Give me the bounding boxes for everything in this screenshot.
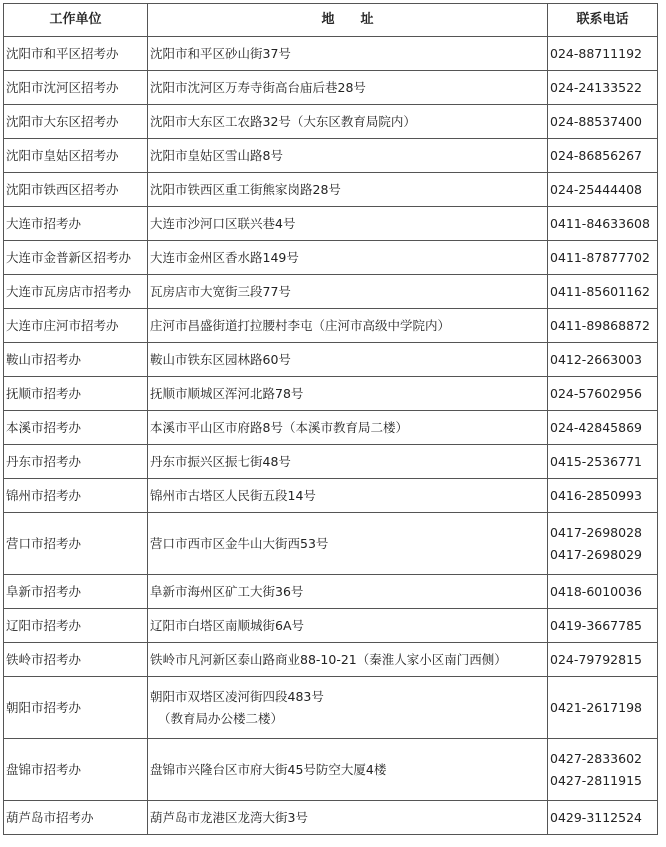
phone-line: 0427-2811915 bbox=[550, 772, 642, 788]
table-row bbox=[4, 139, 658, 173]
unit-cell: 鞍山市招考办 bbox=[4, 343, 148, 377]
table-row bbox=[4, 677, 658, 739]
unit-cell: 大连市庄河市招考办 bbox=[4, 309, 148, 343]
table-row bbox=[4, 173, 658, 207]
phone-cell bbox=[548, 513, 658, 575]
address-cell: 沈阳市铁西区重工街熊家岗路28号 bbox=[148, 173, 548, 207]
unit-cell: 葫芦岛市招考办 bbox=[4, 801, 148, 835]
unit-cell: 营口市招考办 bbox=[4, 513, 148, 575]
unit-cell: 盘锦市招考办 bbox=[4, 739, 148, 801]
unit-cell: 大连市招考办 bbox=[4, 207, 148, 241]
phone-line: 0417-2698028 bbox=[550, 524, 642, 540]
phone-cell: 0416-2850993 bbox=[548, 479, 658, 513]
table-row bbox=[4, 411, 658, 445]
unit-cell: 锦州市招考办 bbox=[4, 479, 148, 513]
unit-cell: 大连市金普新区招考办 bbox=[4, 241, 148, 275]
address-cell: 大连市沙河口区联兴巷4号 bbox=[148, 207, 548, 241]
unit-cell: 沈阳市沈河区招考办 bbox=[4, 71, 148, 105]
phone-cell bbox=[548, 739, 658, 801]
table-row bbox=[4, 241, 658, 275]
address-cell: 沈阳市皇姑区雪山路8号 bbox=[148, 139, 548, 173]
address-cell: 葫芦岛市龙港区龙湾大街3号 bbox=[148, 801, 548, 835]
address-cell: 阜新市海州区矿工大街36号 bbox=[148, 575, 548, 609]
header-unit: 工作单位 bbox=[4, 4, 148, 37]
table-row bbox=[4, 105, 658, 139]
unit-cell: 沈阳市铁西区招考办 bbox=[4, 173, 148, 207]
phone-cell: 0412-2663003 bbox=[548, 343, 658, 377]
phone-cell: 024-25444408 bbox=[548, 173, 658, 207]
phone-cell: 0411-87877702 bbox=[548, 241, 658, 275]
address-cell: 沈阳市和平区砂山街37号 bbox=[148, 37, 548, 71]
table-row bbox=[4, 575, 658, 609]
address-cell: 鞍山市铁东区园林路60号 bbox=[148, 343, 548, 377]
unit-cell: 辽阳市招考办 bbox=[4, 609, 148, 643]
address-cell: 锦州市古塔区人民街五段14号 bbox=[148, 479, 548, 513]
address-line: 朝阳市双塔区凌河街四段483号 bbox=[150, 688, 324, 704]
phone-cell: 024-88537400 bbox=[548, 105, 658, 139]
table-row bbox=[4, 609, 658, 643]
table-row bbox=[4, 643, 658, 677]
table-row bbox=[4, 309, 658, 343]
phone-cell: 0411-85601162 bbox=[548, 275, 658, 309]
contact-table bbox=[3, 3, 658, 835]
table-row bbox=[4, 445, 658, 479]
address-cell: 营口市西市区金牛山大街西53号 bbox=[148, 513, 548, 575]
address-cell bbox=[148, 677, 548, 739]
unit-cell: 大连市瓦房店市招考办 bbox=[4, 275, 148, 309]
table-row bbox=[4, 479, 658, 513]
phone-line: 0417-2698029 bbox=[550, 546, 642, 562]
address-cell: 盘锦市兴隆台区市府大街45号防空大厦4楼 bbox=[148, 739, 548, 801]
phone-cell: 024-57602956 bbox=[548, 377, 658, 411]
phone-cell: 0415-2536771 bbox=[548, 445, 658, 479]
phone-cell: 024-88711192 bbox=[548, 37, 658, 71]
address-line: （教育局办公楼二楼） bbox=[158, 710, 284, 726]
table-row bbox=[4, 207, 658, 241]
address-cell: 辽阳市白塔区南顺城街6A号 bbox=[148, 609, 548, 643]
table-row bbox=[4, 37, 658, 71]
table-row bbox=[4, 71, 658, 105]
phone-cell: 0429-3112524 bbox=[548, 801, 658, 835]
phone-cell: 024-24133522 bbox=[548, 71, 658, 105]
table-row bbox=[4, 801, 658, 835]
phone-cell: 0411-89868872 bbox=[548, 309, 658, 343]
unit-cell: 阜新市招考办 bbox=[4, 575, 148, 609]
address-cell: 沈阳市大东区工农路32号（大东区教育局院内） bbox=[148, 105, 548, 139]
phone-cell: 024-42845869 bbox=[548, 411, 658, 445]
unit-cell: 丹东市招考办 bbox=[4, 445, 148, 479]
address-cell: 沈阳市沈河区万寿寺街高台庙后巷28号 bbox=[148, 71, 548, 105]
unit-cell: 朝阳市招考办 bbox=[4, 677, 148, 739]
table-row bbox=[4, 739, 658, 801]
phone-line: 0427-2833602 bbox=[550, 750, 642, 766]
header-phone: 联系电话 bbox=[548, 4, 658, 37]
address-cell: 铁岭市凡河新区泰山路商业88-10-21（秦淮人家小区南门西侧） bbox=[148, 643, 548, 677]
phone-cell: 0411-84633608 bbox=[548, 207, 658, 241]
phone-cell: 024-79792815 bbox=[548, 643, 658, 677]
unit-cell: 沈阳市皇姑区招考办 bbox=[4, 139, 148, 173]
unit-cell: 本溪市招考办 bbox=[4, 411, 148, 445]
header-row bbox=[4, 4, 658, 37]
address-cell: 本溪市平山区市府路8号（本溪市教育局二楼） bbox=[148, 411, 548, 445]
table-row bbox=[4, 343, 658, 377]
address-cell: 大连市金州区香水路149号 bbox=[148, 241, 548, 275]
table-row bbox=[4, 513, 658, 575]
header-address: 地 址 bbox=[148, 4, 548, 37]
unit-cell: 沈阳市大东区招考办 bbox=[4, 105, 148, 139]
phone-cell: 0421-2617198 bbox=[548, 677, 658, 739]
phone-cell: 0419-3667785 bbox=[548, 609, 658, 643]
unit-cell: 抚顺市招考办 bbox=[4, 377, 148, 411]
address-cell: 抚顺市顺城区浑河北路78号 bbox=[148, 377, 548, 411]
address-cell: 丹东市振兴区振七街48号 bbox=[148, 445, 548, 479]
address-cell: 庄河市昌盛街道打拉腰村李屯（庄河市高级中学院内） bbox=[148, 309, 548, 343]
table-row bbox=[4, 275, 658, 309]
address-cell: 瓦房店市大宽街三段77号 bbox=[148, 275, 548, 309]
unit-cell: 铁岭市招考办 bbox=[4, 643, 148, 677]
phone-cell: 024-86856267 bbox=[548, 139, 658, 173]
phone-cell: 0418-6010036 bbox=[548, 575, 658, 609]
unit-cell: 沈阳市和平区招考办 bbox=[4, 37, 148, 71]
table-row bbox=[4, 377, 658, 411]
